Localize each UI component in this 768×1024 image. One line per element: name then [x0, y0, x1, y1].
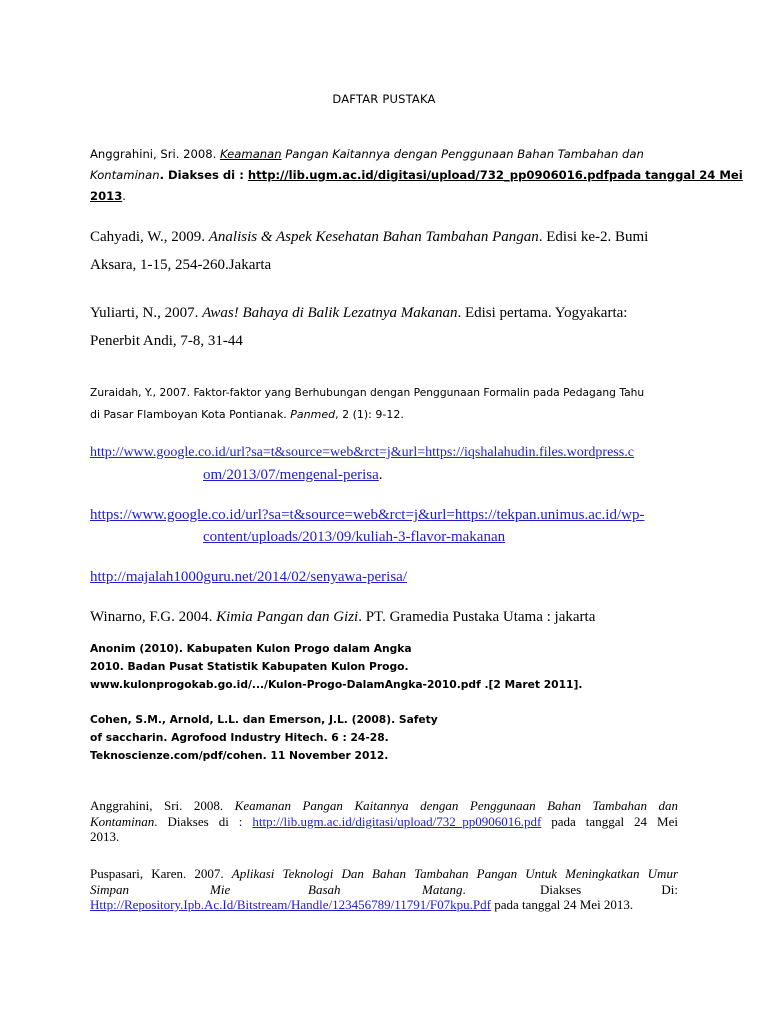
url-link[interactable]: https://www.google.co.id/url?sa=t&source=web&rct=j&url=https://tekpan.unimus.ac.id/wp-: [90, 507, 645, 523]
url-link[interactable]: http://www.google.co.id/url?sa=t&source=web&rct=j&url=https://iqshalahudin.files.wordpress.c: [90, 445, 634, 460]
reference-link[interactable]: http://lib.ugm.ac.id/digitasi/upload/732_pp0906016.pdfpada tanggal 24 Mei: [247, 168, 743, 182]
reference-zuraidah-2007: Zuraidah, Y., 2007. Faktor-faktor yang Berhubungan dengan Penggunaan Formalin pada Pedagang Tahu di Pasar Flamboyan Kota Pontianak. Panmed, 2 (1): 9-12.: [90, 386, 645, 421]
reference-anonim-2010: Anonim (2010). Kabupaten Kulon Progo dalam Angka 2010. Badan Pusat Statistik Kabupaten Kulon Progo. www.kulonprogokab.go.id/.../Kulon-Progo-DalamAngka-2010.pdf .[2 Maret 2011].: [90, 642, 583, 691]
url-link[interactable]: Http://Repository.Ipb.Ac.Id/Bitstream/Handle/123456789/11791/F07kpu.Pdf: [90, 897, 491, 912]
puspasari-word-mie: Mie: [210, 881, 231, 897]
reference-link[interactable]: 2013: [90, 189, 123, 203]
url-link[interactable]: http://lib.ugm.ac.id/digitasi/upload/732_pp0906016.pdf: [252, 813, 542, 829]
puspasari-word-diakses: Diakses: [540, 881, 582, 897]
reference-puspasari-2007: Puspasari, Karen. 2007. Aplikasi Teknologi Dan Bahan Tambahan Pangan Untuk Meningkatkan Umur Simpan Mie Basah Matang. Diakses Di: Http://Repository.Ipb.Ac.Id/Bitstream/Handle/123456789/11791/F07kpu.Pdf pada tanggal 24 Mei 2013.: [90, 866, 678, 912]
reference-anggrahini-2008-repeat: Anggrahini, Sri. 2008. Keamanan Pangan Kaitannya dengan Penggunaan Bahan Tambahan dan Kontaminan. Diakses di : http://lib.ugm.ac.id/digitasi/upload/732_pp0906016.pdf pada tanggal 24 Mei 2013.: [90, 798, 678, 844]
reference-link-mengenal-perisa: http://www.google.co.id/url?sa=t&source=web&rct=j&url=https://iqshalahudin.files.wordpress.c om/2013/07/mengenal-perisa.: [90, 445, 634, 483]
reference-cohen-2008: Cohen, S.M., Arnold, L.L. dan Emerson, J.L. (2008). Safety of saccharin. Agrofood Industry Hitech. 6 : 24-28. Teknoscienze.com/pdf/cohen. 11 November 2012.: [90, 713, 438, 762]
puspasari-word-matang: Matang.: [422, 881, 466, 897]
reference-winarno-2004: Winarno, F.G. 2004. Kimia Pangan dan Gizi. PT. Gramedia Pustaka Utama : jakarta: [90, 609, 596, 625]
reference-cahyadi-2009: Cahyadi, W., 2009. Analisis & Aspek Kesehatan Bahan Tambahan Pangan. Edisi ke-2. Bumi Aksara, 1-15, 254-260.Jakarta: [90, 229, 649, 273]
url-link[interactable]: content/uploads/2013/09/kuliah-3-flavor-makanan: [203, 529, 506, 545]
puspasari-word-simpan: Simpan: [90, 881, 129, 897]
page-title: DAFTAR PUSTAKA: [332, 92, 436, 106]
reference-link-kuliah-flavor: [90, 504, 678, 548]
puspasari-word-di: Di:: [661, 881, 678, 897]
puspasari-word-basah: Basah: [308, 881, 341, 897]
url-link[interactable]: om/2013/07/mengenal-perisa: [203, 467, 379, 483]
reference-anggrahini-2008: Anggrahini, Sri. 2008. Keamanan Pangan Kaitannya dengan Penggunaan Bahan Tambahan dan Kontaminan. Diakses di : http://lib.ugm.ac.id/digitasi/upload/732_pp0906016.pdfpada tanggal 24 Mei 2013.: [90, 147, 743, 203]
reference-yuliarti-2007: Yuliarti, N., 2007. Awas! Bahaya di Balik Lezatnya Makanan. Edisi pertama. Yogyakarta: Penerbit Andi, 7-8, 31-44: [90, 305, 628, 349]
reference-link-senyawa-perisa: [90, 566, 678, 588]
url-link[interactable]: http://majalah1000guru.net/2014/02/senyawa-perisa/: [90, 569, 408, 585]
